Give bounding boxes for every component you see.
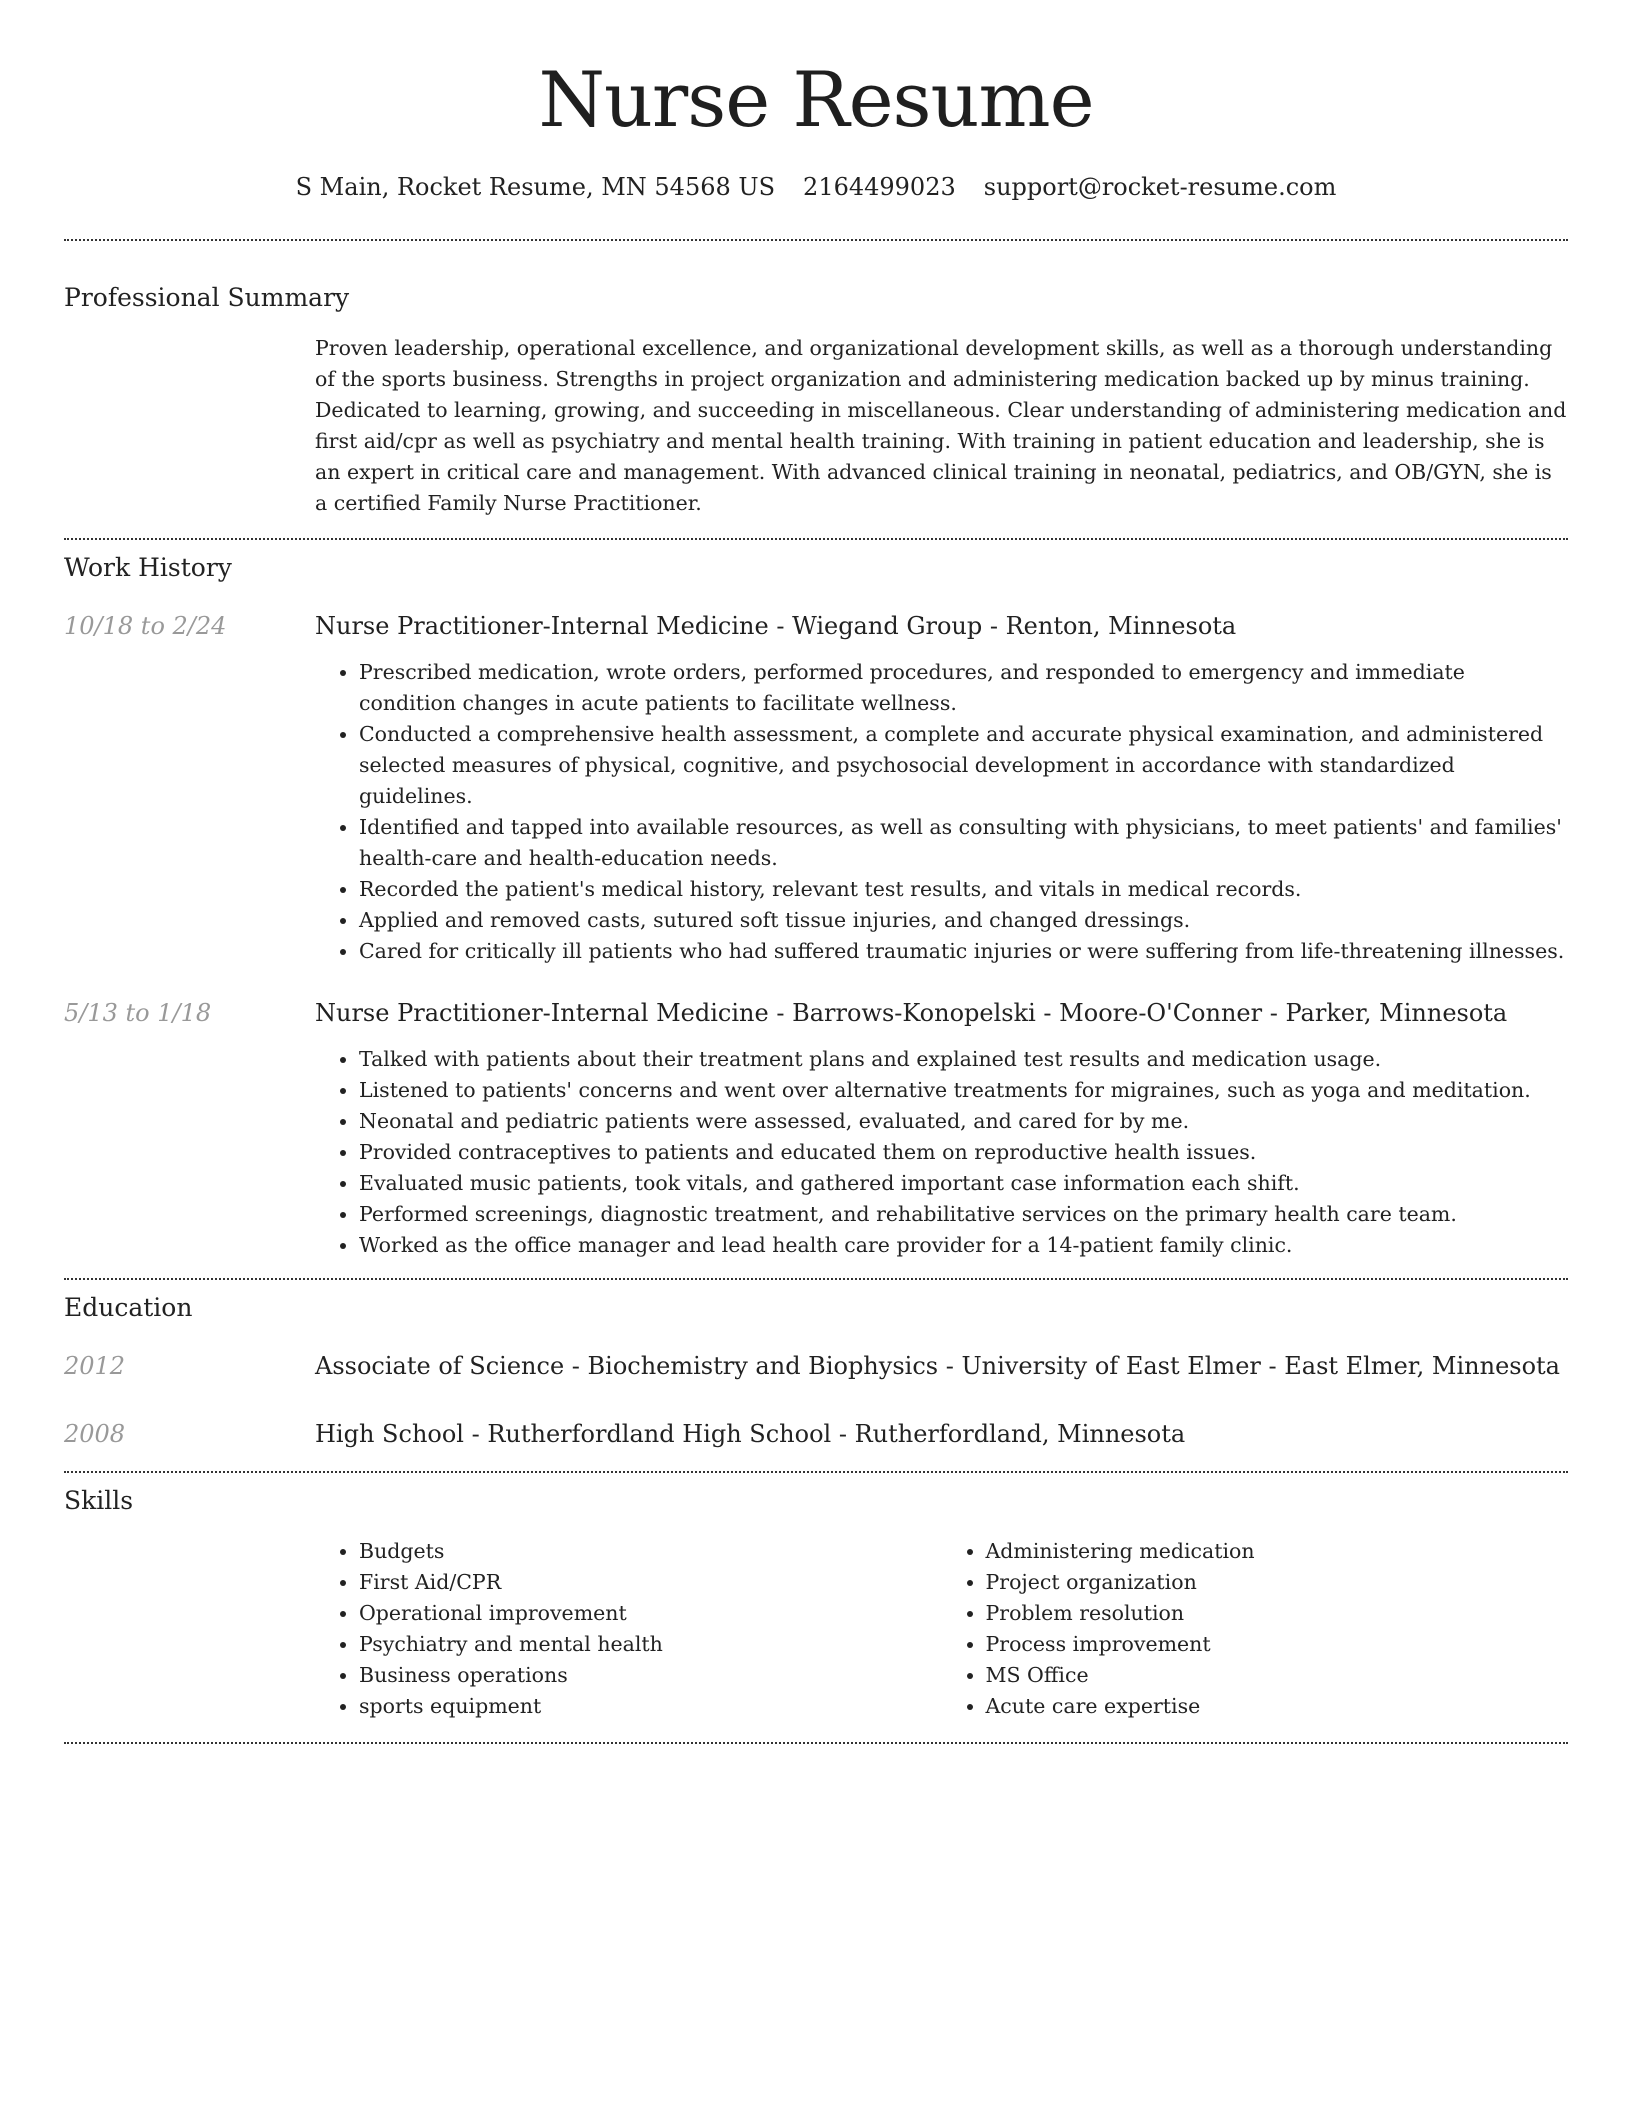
education-entry	[64, 1349, 1568, 1383]
contact-phone: 2164499023	[803, 173, 956, 201]
section-title-work: Work History	[64, 553, 232, 582]
education-degree: High School	[315, 1420, 464, 1448]
list-item: • Worked as the office manager and lead health care provider for a 14-patient family clinic.	[359, 1230, 1568, 1261]
job-position: Nurse Practitioner-Internal Medicine	[315, 612, 769, 640]
job-entry	[64, 609, 1568, 967]
skill-item: • Problem resolution	[986, 1598, 1569, 1629]
list-item: • Provided contraceptives to patients and educated them on reproductive health issues.	[359, 1137, 1568, 1168]
skill-item: • Operational improvement	[359, 1598, 942, 1629]
skill-item: • Administering medication	[986, 1536, 1569, 1567]
list-item: • Recorded the patient's medical history, relevant test results, and vitals in medical records.	[359, 874, 1568, 905]
list-item: • Talked with patients about their treatment plans and explained test results and medication usage.	[359, 1044, 1568, 1075]
list-item: • Applied and removed casts, sutured soft tissue injuries, and changed dressings.	[359, 905, 1568, 936]
list-item: • Listened to patients' concerns and went over alternative treatments for migraines, such as yoga and meditation.	[359, 1075, 1568, 1106]
section-title-skills: Skills	[64, 1486, 134, 1515]
job-bullets	[315, 657, 1568, 967]
contact-line	[64, 170, 1568, 204]
list-item: • Neonatal and pediatric patients were assessed, evaluated, and cared for by me.	[359, 1106, 1568, 1137]
skill-item: • Process improvement	[986, 1629, 1569, 1660]
job-entry	[64, 996, 1568, 1261]
section-title-summary: Professional Summary	[64, 283, 350, 312]
divider	[64, 538, 1568, 540]
job-details: - Wiegand Group - Renton, Minnesota	[768, 612, 1237, 640]
skill-item: • Acute care expertise	[986, 1691, 1569, 1722]
contact-address: S Main, Rocket Resume, MN 54568 US	[295, 173, 776, 201]
summary-text: Proven leadership, operational excellence, and organizational development skills, as well as a thorough understanding of the sports business. Strengths in project organization and administering medication backed up by minus training. Dedicated to learning, growing, and succeeding in miscellaneous. Clear understanding of administering medication and first aid/cpr as well as psychiatry and mental health training. With training in patient education and leadership, she is an expert in critical care and management. With advanced clinical training in neonatal, pediatrics, and OB/GYN, she is a certified Family Nurse Practitioner.	[315, 336, 1567, 515]
list-item: • Evaluated music patients, took vitals, and gathered important case information each shift.	[359, 1168, 1568, 1199]
skill-item: • MS Office	[986, 1660, 1569, 1691]
list-item: • Performed screenings, diagnostic treatment, and rehabilitative services on the primary health care team.	[359, 1199, 1568, 1230]
list-item: • Identified and tapped into available resources, as well as consulting with physicians, to meet patients' and families' health-care and health-education needs.	[359, 812, 1568, 874]
education-details: - Biochemistry and Biophysics - University of East Elmer - East Elmer, Minnesota	[564, 1352, 1560, 1380]
skill-item: • sports equipment	[359, 1691, 942, 1722]
skill-item: • Business operations	[359, 1660, 942, 1691]
job-bullets	[315, 1044, 1568, 1261]
divider	[64, 1471, 1568, 1473]
job-dates: 10/18 to 2/24	[64, 612, 227, 640]
contact-email: support@rocket-resume.com	[983, 173, 1337, 201]
skill-item: • First Aid/CPR	[359, 1567, 942, 1598]
resume-page	[64, 0, 1568, 1744]
job-dates: 5/13 to 1/18	[64, 999, 212, 1027]
education-entry	[64, 1417, 1568, 1451]
divider	[64, 1742, 1568, 1744]
list-item: • Conducted a comprehensive health assessment, a complete and accurate physical examination, and administered selected measures of physical, cognitive, and psychosocial development in accordance with standardized guidelines.	[359, 719, 1568, 812]
education-year: 2012	[64, 1352, 126, 1380]
skills-column-left	[315, 1536, 942, 1722]
education-year: 2008	[64, 1420, 126, 1448]
skills-column-right	[942, 1536, 1569, 1722]
section-title-education: Education	[64, 1293, 193, 1322]
divider	[64, 239, 1568, 241]
skill-item: • Psychiatry and mental health	[359, 1629, 942, 1660]
resume-name: Nurse Resume	[538, 55, 1094, 144]
skill-item: • Project organization	[986, 1567, 1569, 1598]
job-details: - Barrows-Konopelski - Moore-O'Conner - Parker, Minnesota	[768, 999, 1508, 1027]
education-degree: Associate of Science	[315, 1352, 565, 1380]
list-item: • Prescribed medication, wrote orders, performed procedures, and responded to emergency and immediate condition changes in acute patients to facilitate wellness.	[359, 657, 1568, 719]
list-item: • Cared for critically ill patients who had suffered traumatic injuries or were suffering from life-threatening illnesses.	[359, 936, 1568, 967]
skill-item: • Budgets	[359, 1536, 942, 1567]
job-heading	[315, 609, 1568, 643]
job-heading	[315, 996, 1568, 1030]
skills-list	[315, 1536, 1568, 1722]
divider	[64, 1278, 1568, 1280]
education-details: - Rutherfordland High School - Rutherfordland, Minnesota	[463, 1420, 1186, 1448]
job-position: Nurse Practitioner-Internal Medicine	[315, 999, 769, 1027]
